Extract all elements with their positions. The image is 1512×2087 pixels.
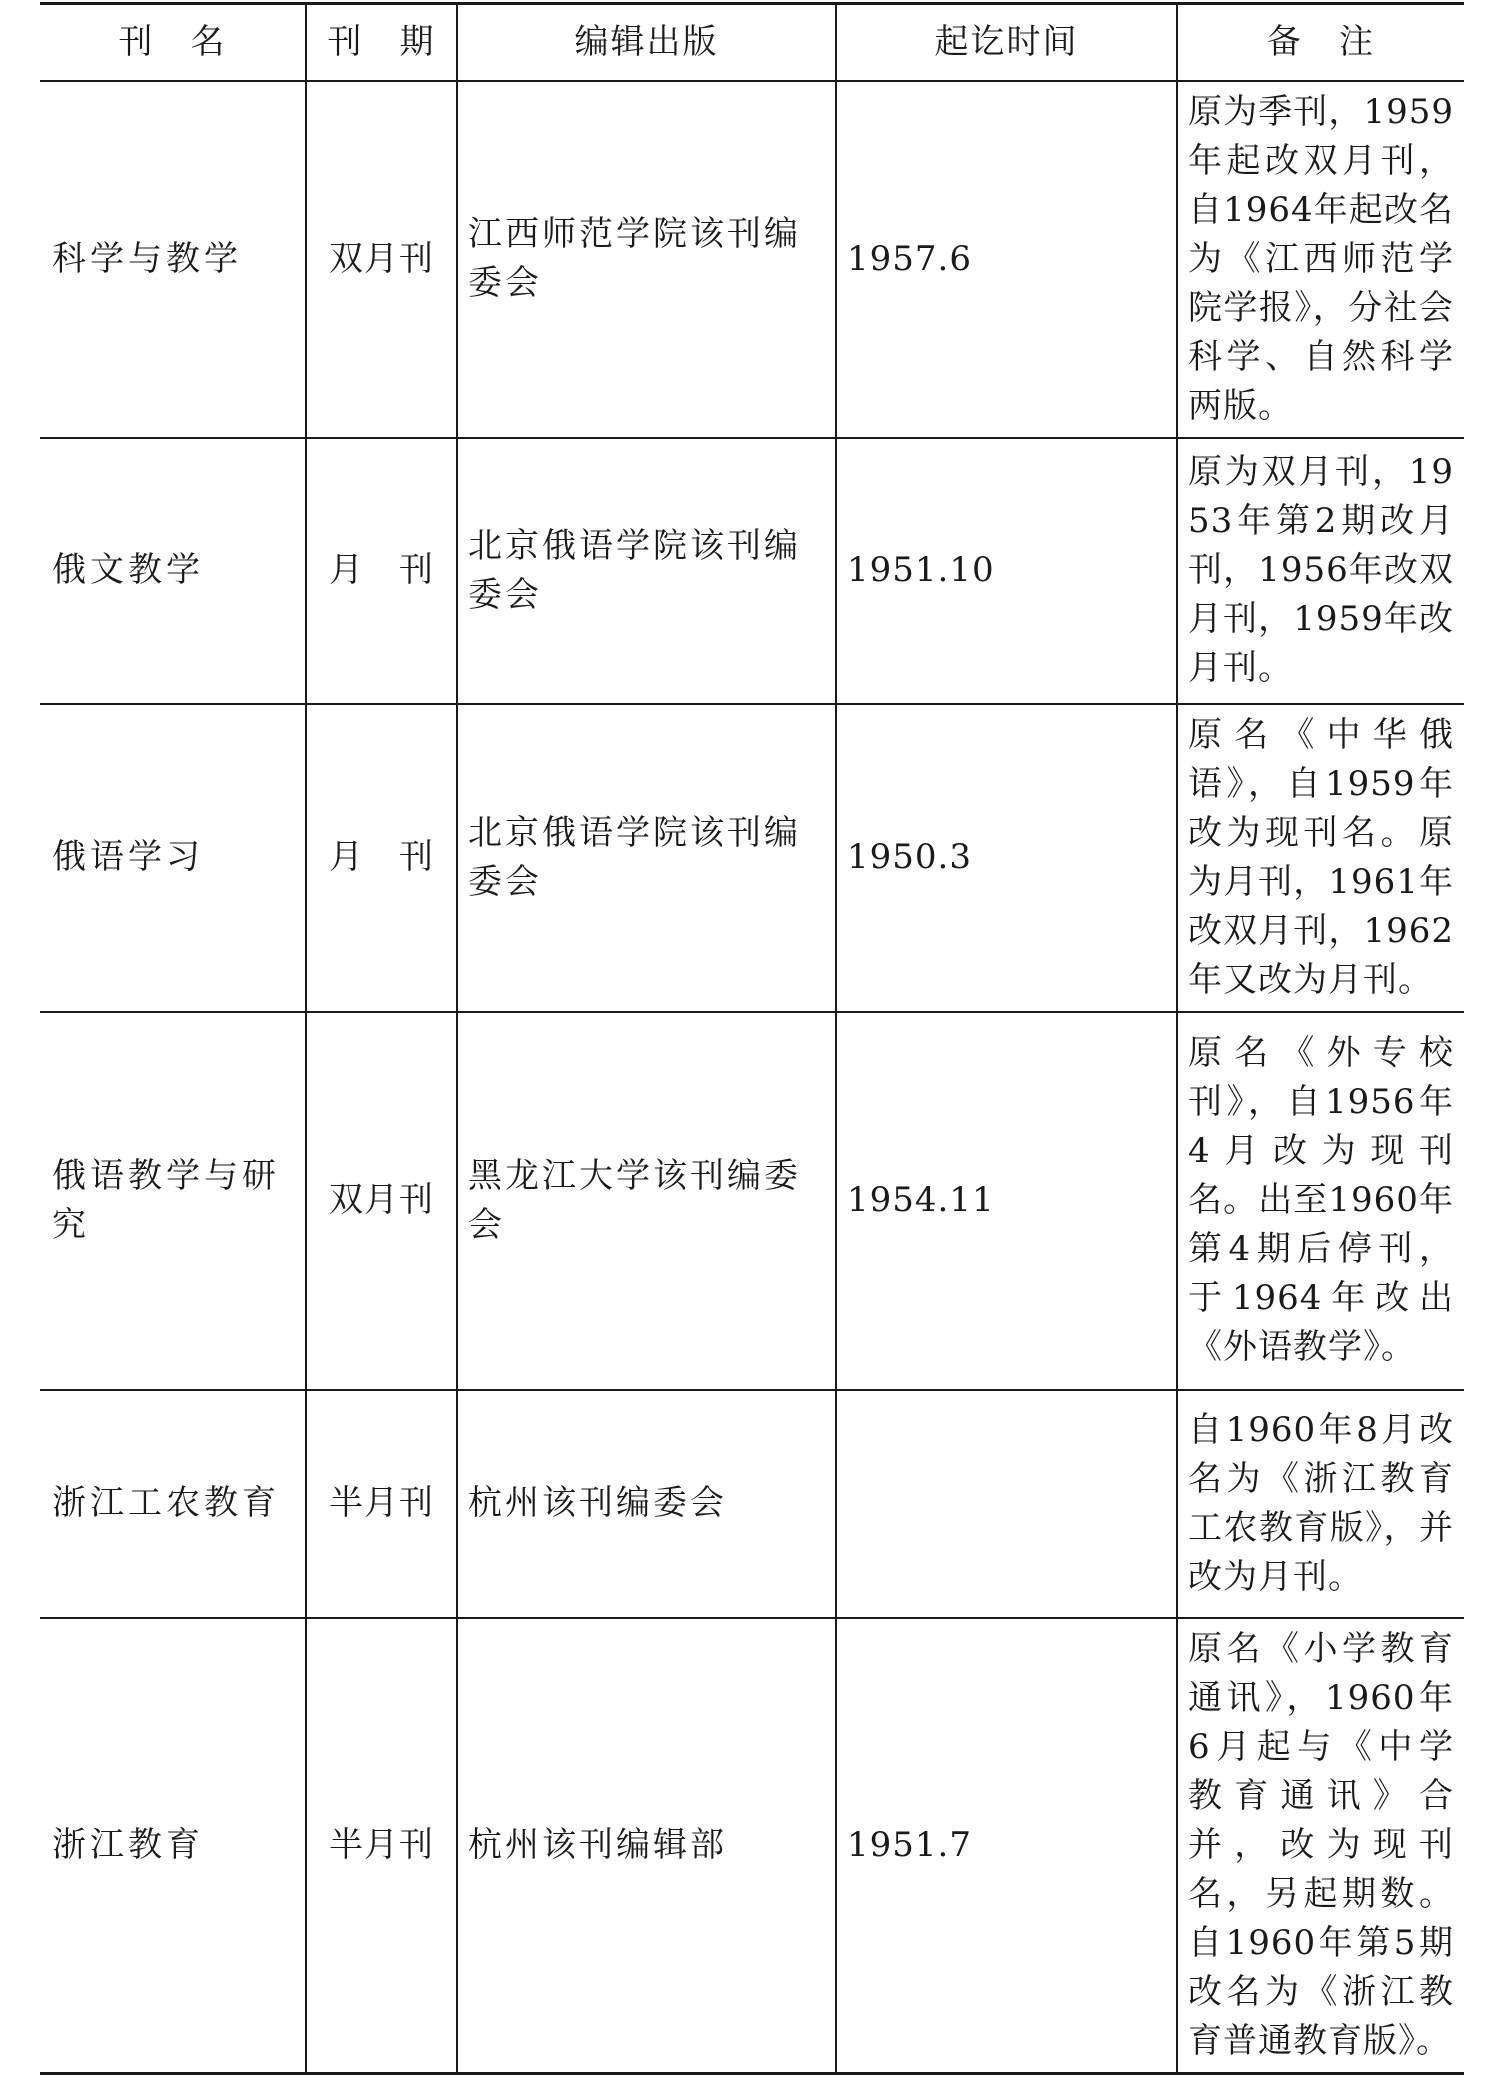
periodical-name: 俄语教学与研究 [40, 1012, 306, 1390]
periodical-publisher: 北京俄语学院该刊编委会 [457, 704, 836, 1012]
periodical-start-date: 1951.10 [836, 438, 1177, 704]
periodical-name: 浙江工农教育 [40, 1390, 306, 1618]
periodical-name: 俄文教学 [40, 438, 306, 704]
periodicals-table [40, 2, 1464, 2075]
periodical-note: 原名《小学教育通讯》，1960年6月起与《中学教育通讯》合并，改为现刊名，另起期数。自1960年第5期改名为《浙江教育普通教育版》。 [1177, 1618, 1464, 2074]
table-row [40, 1390, 1464, 1618]
periodical-frequency: 双月刊 [306, 1012, 457, 1390]
periodical-start-date: 1951.7 [836, 1618, 1177, 2074]
periodical-name: 浙江教育 [52, 1824, 204, 1865]
header-frequency: 刊 期 [306, 4, 457, 81]
periodical-note: 原为双月刊，1953年第2期改月刊，1956年改双月刊，1959年改月刊。 [1177, 438, 1464, 704]
periodical-publisher: 杭州该刊编委会 [457, 1390, 836, 1618]
periodical-frequency: 月 刊 [306, 704, 457, 1012]
table-row [40, 81, 1464, 438]
periodical-publisher: 江西师范学院该刊编委会 [457, 81, 836, 438]
periodical-name: 科学与教学 [40, 81, 306, 438]
header-publisher: 编辑出版 [457, 4, 836, 81]
header-notes: 备 注 [1177, 4, 1464, 81]
periodical-frequency: 半月刊 [306, 1390, 457, 1618]
periodical-start-date: 1954.11 [836, 1012, 1177, 1390]
periodical-publisher: 北京俄语学院该刊编委会 [457, 438, 836, 704]
table-row [40, 438, 1464, 704]
periodical-frequency: 半月刊 [306, 1618, 457, 2074]
periodical-frequency: 月 刊 [306, 438, 457, 704]
periodical-publisher: 杭州该刊编辑部 [457, 1618, 836, 2074]
periodical-note: 原名《外专校刊》，自1956年4月改为现刊名。出至1960年第4期后停刊，于1964年改出《外语教学》。 [1177, 1012, 1464, 1390]
periodical-start-date: 1950.3 [836, 704, 1177, 1012]
periodical-start-date: 1957.6 [836, 81, 1177, 438]
table-header-row [40, 4, 1464, 81]
periodical-note: 原名《中华俄语》，自1959年改为现刊名。原为月刊，1961年改双月刊，1962年又改为月刊。 [1177, 704, 1464, 1012]
periodical-start-date [836, 1390, 1177, 1618]
periodical-frequency: 双月刊 [306, 81, 457, 438]
table-row [40, 704, 1464, 1012]
table-row [40, 1618, 1464, 2074]
header-title: 刊 名 [40, 4, 306, 81]
periodical-note: 自1960年8月改名为《浙江教育工农教育版》，并改为月刊。 [1177, 1390, 1464, 1618]
table-row [40, 1012, 1464, 1390]
periodical-publisher: 黑龙江大学该刊编委会 [457, 1012, 836, 1390]
periodical-note: 原为季刊，1959年起改双月刊，自1964年起改名为《江西师范学院学报》，分社会科学、自然科学两版。 [1177, 81, 1464, 438]
periodical-name: 俄语学习 [40, 704, 306, 1012]
header-date-range: 起讫时间 [836, 4, 1177, 81]
